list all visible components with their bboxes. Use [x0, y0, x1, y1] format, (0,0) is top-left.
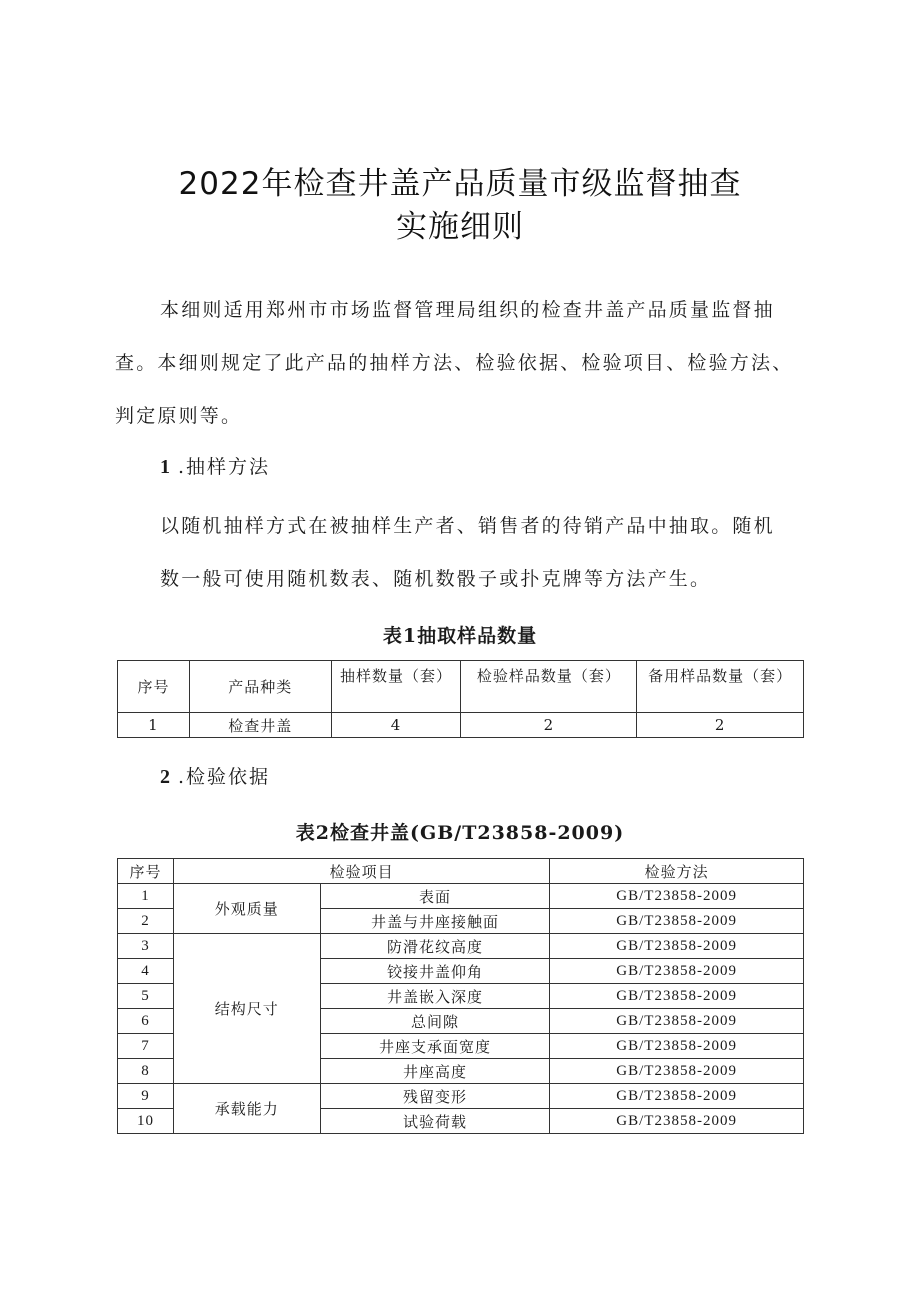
table-cell: 3	[118, 934, 174, 959]
table-cell: GB/T23858-2009	[550, 1009, 804, 1034]
table-row	[118, 884, 804, 909]
section-label: .抽样方法	[178, 456, 271, 478]
table-header-cell: 抽样数量（套）	[331, 661, 461, 713]
group-cell: 结构尺寸	[173, 934, 320, 1084]
table-cell: 6	[118, 1009, 174, 1034]
table-cell: GB/T23858-2009	[550, 1084, 804, 1109]
table-cell: GB/T23858-2009	[550, 984, 804, 1009]
intro-line: 判定原则等。	[115, 405, 243, 427]
table1-caption: 表1抽取样品数量	[382, 625, 538, 647]
table-cell: 1	[118, 713, 190, 738]
table-row	[118, 1084, 804, 1109]
section-number: 1	[160, 456, 172, 478]
group-cell: 承载能力	[173, 1084, 320, 1134]
intro-line: 本细则适用郑州市市场监督管理局组织的检查井盖产品质量监督抽	[160, 299, 775, 321]
table-header-cell: 检验方法	[550, 859, 804, 884]
table-cell: 9	[118, 1084, 174, 1109]
table-cell: 7	[118, 1034, 174, 1059]
inspection-items-table	[117, 858, 804, 1134]
table-cell: GB/T23858-2009	[550, 1034, 804, 1059]
table-header-cell: 检验样品数量（套）	[461, 661, 637, 713]
table-header-row	[118, 661, 804, 713]
section-number: 2	[160, 766, 172, 788]
sampling-paragraph	[115, 500, 805, 606]
table-cell: 检查井盖	[189, 713, 331, 738]
table-row	[118, 934, 804, 959]
table-cell: 井盖与井座接触面	[320, 909, 550, 934]
section-heading-sampling	[160, 452, 270, 479]
table-cell: GB/T23858-2009	[550, 1109, 804, 1134]
table-cell: 铰接井盖仰角	[320, 959, 550, 984]
table-cell: 5	[118, 984, 174, 1009]
table-cell: GB/T23858-2009	[550, 959, 804, 984]
table-cell: 井座高度	[320, 1059, 550, 1084]
table-cell: 总间隙	[320, 1009, 550, 1034]
table-cell: GB/T23858-2009	[550, 1059, 804, 1084]
table-cell: 防滑花纹高度	[320, 934, 550, 959]
sampling-line: 数一般可使用随机数表、随机数骰子或扑克牌等方法产生。	[160, 568, 712, 590]
document-title-line1: 2022年检查井盖产品质量市级监督抽查	[178, 166, 742, 202]
document-title-line2: 实施细则	[396, 209, 524, 245]
intro-line: 查。本细则规定了此产品的抽样方法、检验依据、检验项目、检验方法、	[115, 352, 794, 374]
table-header-cell: 序号	[118, 859, 174, 884]
table-cell: 试验荷载	[320, 1109, 550, 1134]
intro-paragraph	[115, 284, 805, 443]
table-cell: 1	[118, 884, 174, 909]
table-cell: 2	[118, 909, 174, 934]
table-cell: GB/T23858-2009	[550, 934, 804, 959]
table-cell: 井盖嵌入深度	[320, 984, 550, 1009]
table-cell: GB/T23858-2009	[550, 884, 804, 909]
table-header-cell: 序号	[118, 661, 190, 713]
table-header-row	[118, 859, 804, 884]
table-cell: 2	[637, 713, 804, 738]
section-heading-basis	[160, 762, 270, 789]
table-cell: 4	[118, 959, 174, 984]
section-label: .检验依据	[178, 766, 271, 788]
table-header-cell: 产品种类	[189, 661, 331, 713]
table-cell: 2	[461, 713, 637, 738]
table-cell: 表面	[320, 884, 550, 909]
table-cell: 10	[118, 1109, 174, 1134]
table-cell: 残留变形	[320, 1084, 550, 1109]
table-cell: 井座支承面宽度	[320, 1034, 550, 1059]
sampling-line: 以随机抽样方式在被抽样生产者、销售者的待销产品中抽取。随机	[160, 515, 775, 537]
table-header-cell: 备用样品数量（套）	[637, 661, 804, 713]
table-row	[118, 713, 804, 738]
table-cell: 4	[331, 713, 461, 738]
table-cell: GB/T23858-2009	[550, 909, 804, 934]
table-cell: 8	[118, 1059, 174, 1084]
sample-quantity-table	[117, 660, 804, 738]
table-header-cell: 检验项目	[173, 859, 549, 884]
table2-caption: 表2检查井盖(GB/T23858-2009)	[295, 822, 625, 844]
group-cell: 外观质量	[173, 884, 320, 934]
